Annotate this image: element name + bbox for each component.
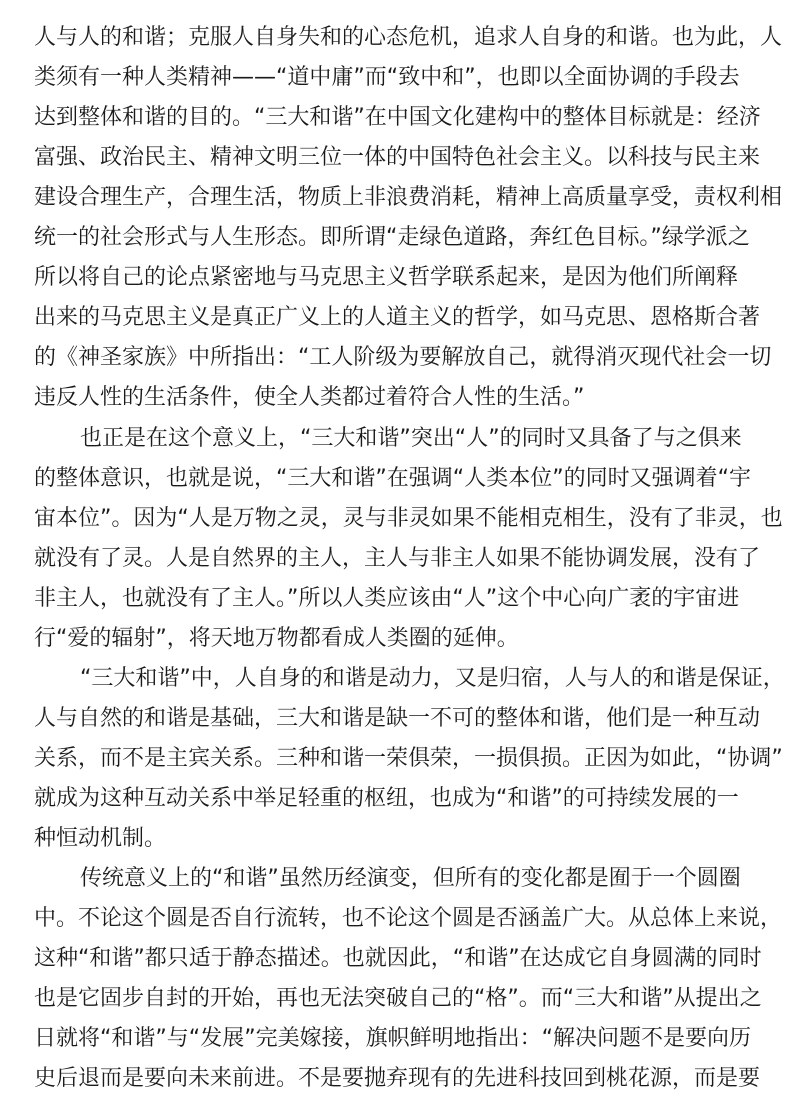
text-line: 统一的社会形式与人生形态。即所谓“走绿色道路，奔红色目标。”绿学派之 — [34, 225, 750, 250]
text-line: 这种“和谐”都只适于静态描述。也就因此，“和谐”在达成它自身圆满的同时 — [34, 946, 762, 971]
text-line: 日就将“和谐”与“发展”完美嫁接，旗帜鲜明地指出：“解决问题不是要向历 — [34, 1026, 751, 1051]
text-line: 出来的马克思主义是真正广义上的人道主义的哲学，如马克思、恩格斯合著 — [34, 305, 761, 330]
text-line: “三大和谐”中，人自身的和谐是动力，又是归宿，人与人的和谐是保证， — [80, 666, 785, 691]
text-line: 也正是在这个意义上，“三大和谐”突出“人”的同时又具备了与之俱来 — [80, 426, 742, 451]
text-line: 种恒动机制。 — [34, 826, 167, 851]
text-line: 的《神圣家族》中所指出：“工人阶级为要解放自己，就得消灭现代社会一切 — [34, 345, 772, 370]
text-line: 所以将自己的论点紧密地与马克思主义哲学联系起来，是因为他们所阐释 — [34, 265, 739, 290]
text-line: 也是它固步自封的开始，再也无法突破自己的“格”。而“三大和谐”从提出之 — [34, 986, 762, 1011]
text-line: 就没有了灵。人是自然界的主人，主人与非主人如果不能协调发展，没有了 — [34, 546, 761, 571]
text-line: 关系，而不是主宾关系。三种和谐一荣俱荣，一损俱损。正因为如此，“协调” — [34, 746, 783, 771]
text-line: 非主人，也就没有了主人。”所以人类应该由“人”这个中心向广袤的宇宙进 — [34, 586, 740, 611]
text-line: 就成为这种互动关系中举足轻重的枢纽，也成为“和谐”的可持续发展的一 — [34, 786, 739, 811]
text-line: 富强、政治民主、精神文明三位一体的中国特色社会主义。以科技与民主来 — [34, 145, 761, 170]
text-line: 类须有一种人类精神——“道中庸”而“致中和”，也即以全面协调的手段去 — [34, 65, 740, 90]
text-line: 中。不论这个圆是否自行流转，也不论这个圆是否涵盖广大。从总体上来说， — [34, 906, 783, 931]
text-line: 的整体意识，也就是说，“三大和谐”在强调“人类本位”的同时又强调着“宇 — [34, 466, 751, 491]
text-line: 人与自然的和谐是基础，三大和谐是缺一不可的整体和谐，他们是一种互动 — [34, 706, 761, 731]
text-line: 违反人性的生活条件，使全人类都过着符合人性的生活。” — [34, 385, 585, 410]
text-line: 宙本位”。因为“人是万物之灵，灵与非灵如果不能相克相生，没有了非灵，也 — [34, 506, 783, 531]
text-line: 史后退而是要向未来前进。不是要抛弃现有的先进科技回到桃花源，而是要 — [34, 1066, 761, 1091]
text-line: 达到整体和谐的目的。“三大和谐”在中国文化建构中的整体目标就是：经济 — [34, 105, 761, 130]
text-line: 行“爱的辐射”，将天地万物都看成人类圈的延伸。 — [34, 626, 519, 651]
text-line: 人与人的和谐；克服人自身失和的心态危机，追求人自身的和谐。也为此，人 — [34, 25, 783, 50]
text-line: 建设合理生产，合理生活，物质上非浪费消耗，精神上高质量享受，责权利相 — [34, 185, 783, 210]
text-line: 传统意义上的“和谐”虽然历经演变，但所有的变化都是囿于一个圆圈 — [80, 866, 741, 891]
